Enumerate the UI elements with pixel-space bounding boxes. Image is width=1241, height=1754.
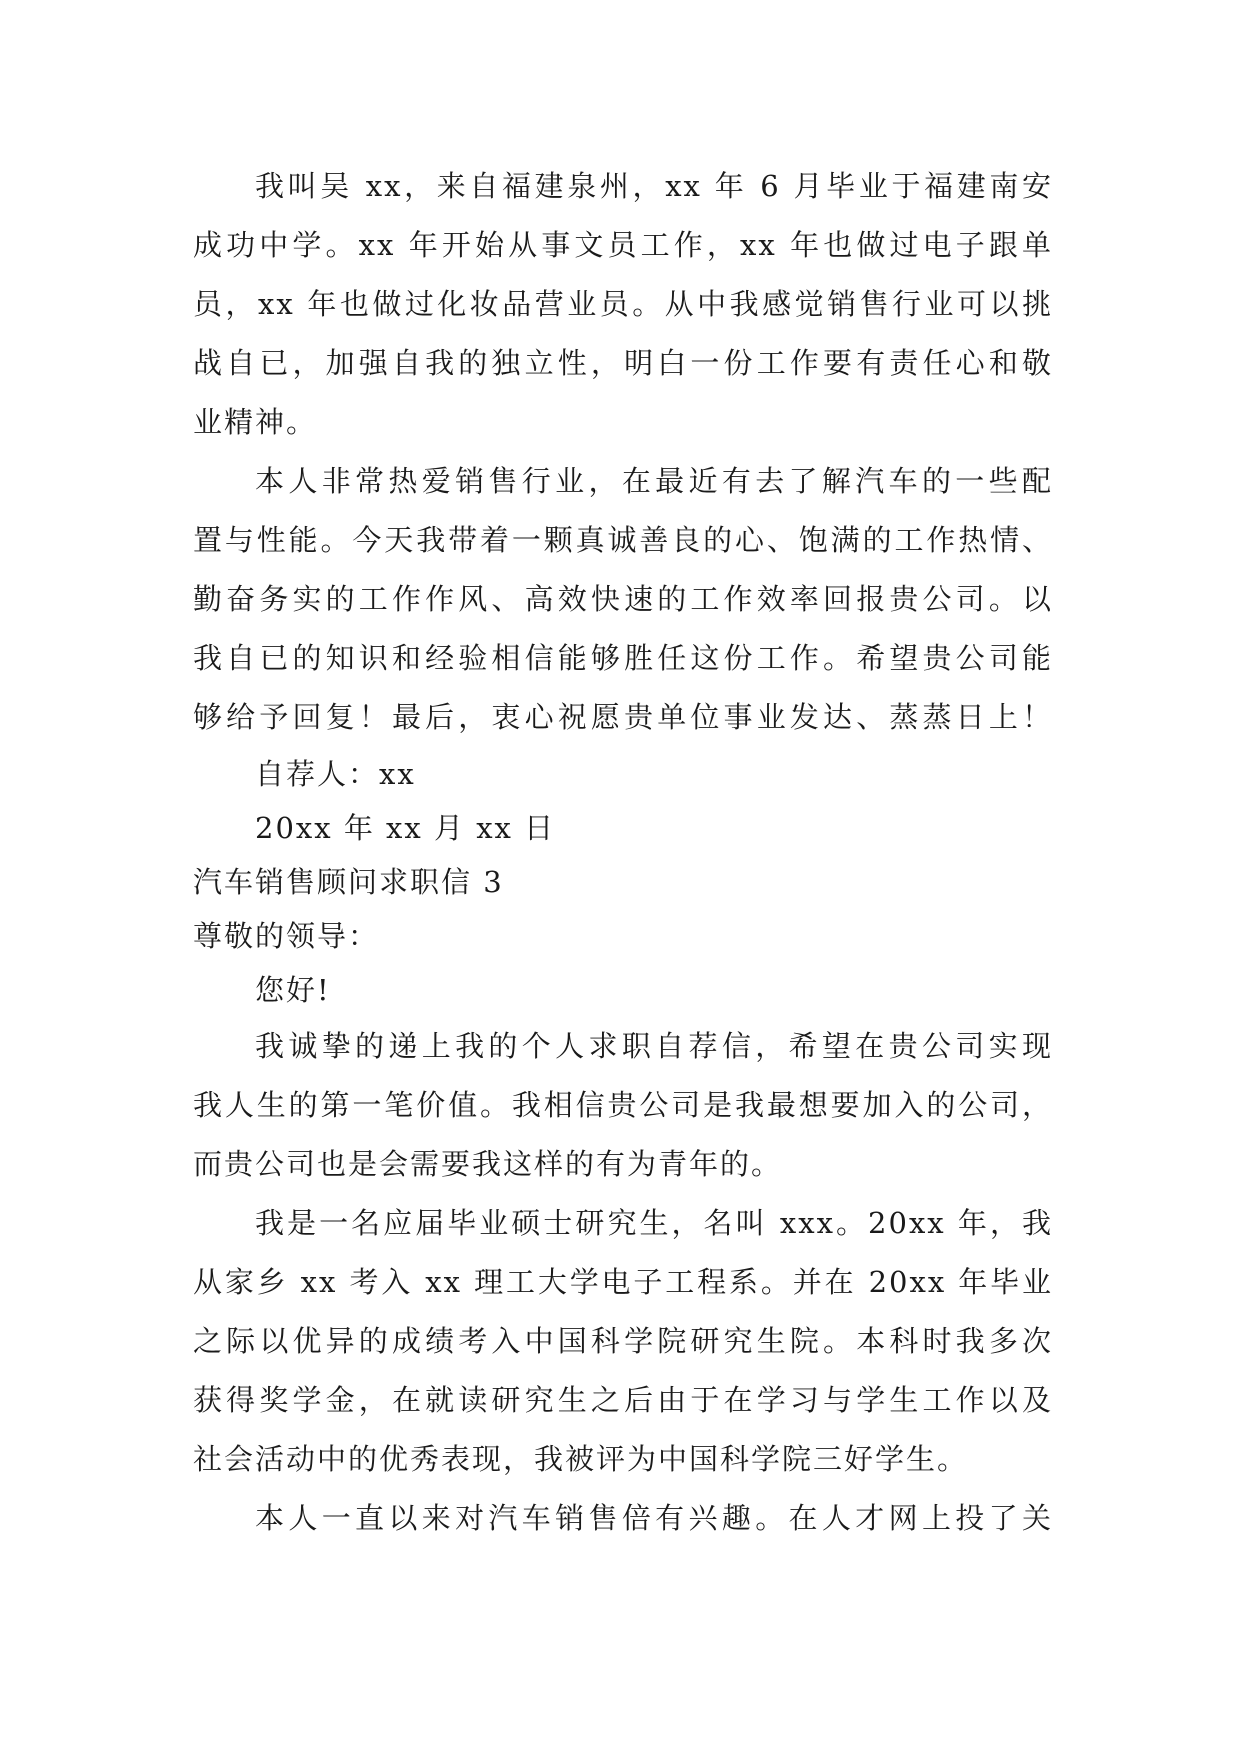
paragraph-line: 本人一直以来对汽车销售倍有兴趣。在人才网上投了关 (255, 1501, 1053, 1535)
paragraph-line: 我诚挚的递上我的个人求职自荐信，希望在贵公司实现 (255, 1029, 1053, 1063)
paragraph-line: 我人生的第一笔价值。我相信贵公司是我最想要加入的公司， (193, 1088, 1053, 1122)
paragraph-line: 成功中学。xx 年开始从事文员工作，xx 年也做过电子跟单 (193, 228, 1053, 262)
paragraph-line: 战自已，加强自我的独立性，明白一份工作要有责任心和敬 (193, 346, 1053, 380)
paragraph-line: 够给予回复！最后，衷心祝愿贵单位事业发达、蒸蒸日上！ (193, 700, 1053, 734)
paragraph-line: 而贵公司也是会需要我这样的有为青年的。 (193, 1147, 783, 1181)
signature-line: 自荐人：xx (255, 757, 416, 791)
paragraph-line: 获得奖学金，在就读研究生之后由于在学习与学生工作以及 (193, 1383, 1053, 1417)
paragraph-line: 社会活动中的优秀表现，我被评为中国科学院三好学生。 (193, 1442, 969, 1476)
date-line: 20xx 年 xx 月 xx 日 (255, 811, 556, 845)
paragraph-line: 之际以优异的成绩考入中国科学院研究生院。本科时我多次 (193, 1324, 1053, 1358)
greeting: 您好! (255, 973, 331, 1007)
paragraph-line: 我自已的知识和经验相信能够胜任这份工作。希望贵公司能 (193, 641, 1053, 675)
salutation: 尊敬的领导： (193, 919, 380, 953)
paragraph-line: 我是一名应届毕业硕士研究生，名叫 xxx。20xx 年，我 (255, 1206, 1053, 1240)
paragraph-line: 置与性能。今天我带着一颗真诚善良的心、饱满的工作热情、 (193, 523, 1053, 557)
paragraph-line: 本人非常热爱销售行业，在最近有去了解汽车的一些配 (255, 464, 1053, 498)
paragraph-line: 员，xx 年也做过化妆品营业员。从中我感觉销售行业可以挑 (193, 287, 1053, 321)
paragraph-line: 业精神。 (193, 405, 318, 439)
letter-body (193, 157, 1053, 1548)
section-heading: 汽车销售顾问求职信 3 (193, 865, 504, 899)
paragraph-line: 勤奋务实的工作作风、高效快速的工作效率回报贵公司。以 (193, 582, 1053, 616)
paragraph-line: 我叫吴 xx，来自福建泉州，xx 年 6 月毕业于福建南安 (255, 169, 1053, 203)
paragraph-line: 从家乡 xx 考入 xx 理工大学电子工程系。并在 20xx 年毕业 (193, 1265, 1053, 1299)
